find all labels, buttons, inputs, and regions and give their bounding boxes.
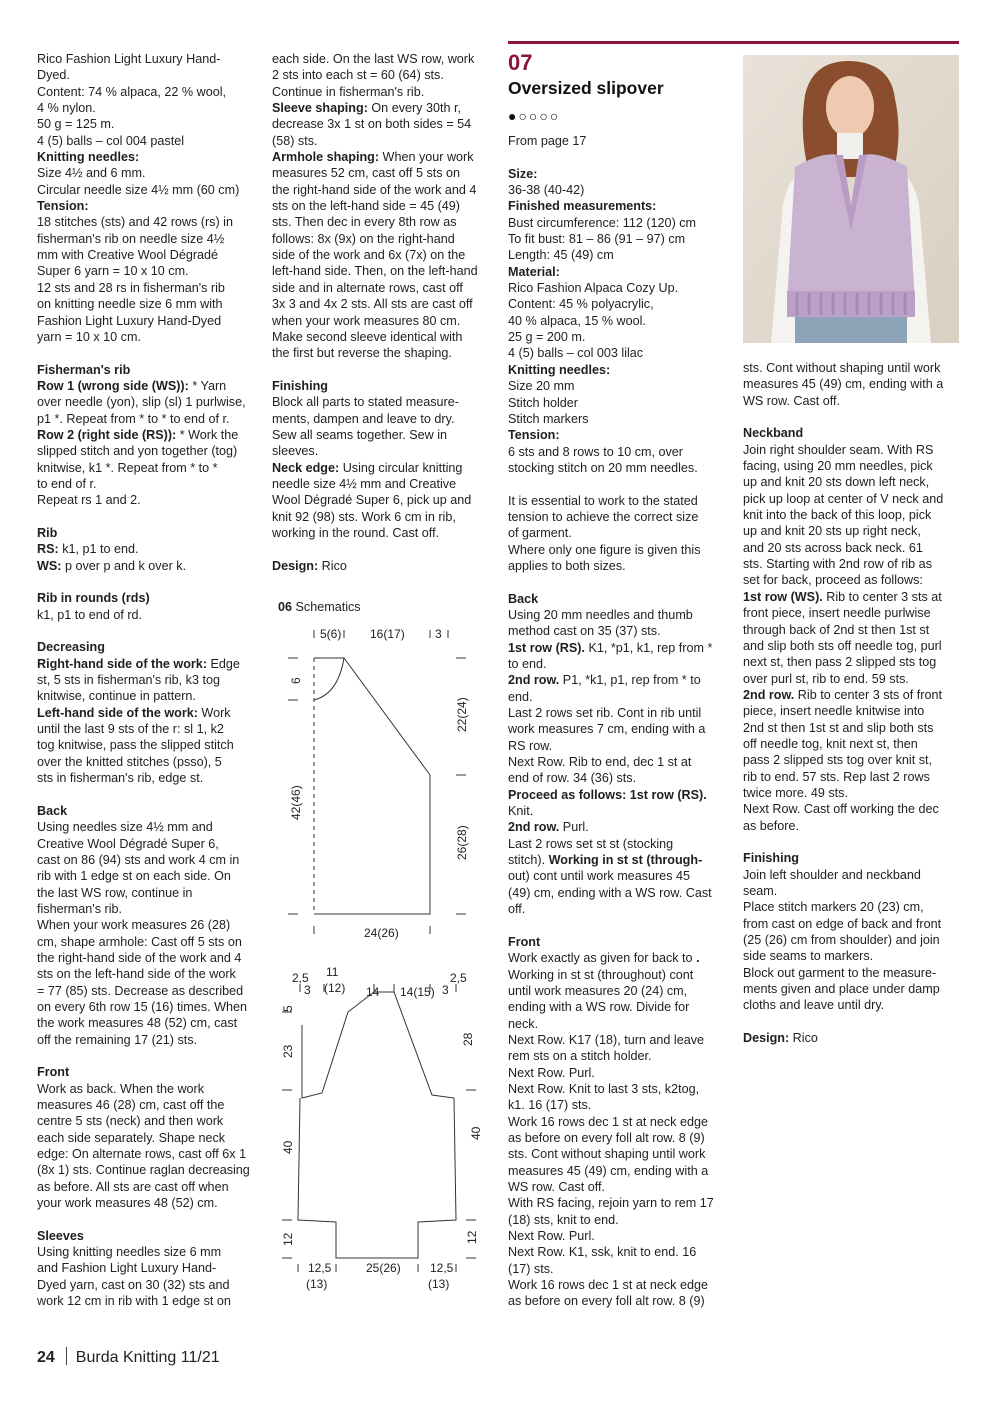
text-line: 1st row (RS). K1, *p1, k1, rep from * <box>508 640 713 655</box>
page-number: 24 <box>37 1349 55 1366</box>
text-line: (18) sts, knit to end. <box>508 1212 619 1227</box>
label-sleeve-top-7: 3 <box>442 983 449 997</box>
column-2 <box>272 51 490 574</box>
text-line: Super 6 yarn = 10 x 10 cm. <box>37 264 189 279</box>
text-line: When your work measures 26 (28) <box>37 918 231 933</box>
text-line: needle size 4½ mm and Creative <box>272 476 457 491</box>
text-line: over the knitted stitches (psso), 5 <box>37 754 222 769</box>
text-line: Dyed yarn, cast on 30 (32) sts and <box>37 1277 230 1292</box>
text-line: Where only one figure is given this <box>508 542 701 557</box>
text-line: Last 2 rows set rib. Cont in rib until <box>508 706 702 721</box>
pattern-number: 07 <box>508 50 533 75</box>
text-line: Using needles size 4½ mm and <box>37 820 213 835</box>
text-line: To fit bust: 81 – 86 (91 – 97) cm <box>508 232 686 247</box>
text-line: ending with a WS row. Divide for <box>508 1000 690 1015</box>
text-line: facing, using 20 mm needles, pick <box>743 459 933 474</box>
text-line: 2nd row. P1, *k1, p1, rep from * to <box>508 673 701 688</box>
label-bottom-left-b: (13) <box>306 1277 328 1291</box>
text-line: Rico Fashion Light Luxury Hand- <box>37 52 221 66</box>
text-line: Wool Dégradé Super 6, pick up and <box>272 493 472 508</box>
label-arm-left: 40 <box>281 1140 295 1154</box>
text-line: Join left shoulder and neckband <box>743 867 921 882</box>
text-line: twice more. 49 sts. <box>743 785 848 800</box>
text-line: Rib in rounds (rds) <box>37 591 150 606</box>
text-line: slipped stitch and yon together (tog) <box>37 444 238 459</box>
text-line: on every 6th row 15 (16) times. When <box>37 999 247 1014</box>
text-line: Dyed. <box>37 68 70 83</box>
text-line: applies to both sizes. <box>508 558 626 573</box>
column-3 <box>508 133 728 1310</box>
text-line: 6 sts and 8 rows to 10 cm, over <box>508 444 683 459</box>
label-shoulder-width: 16(17) <box>370 627 405 641</box>
text-line <box>37 574 259 590</box>
label-cap-height-right: 28 <box>461 1032 475 1046</box>
text-line: set for back, proceed as follows: <box>743 573 923 588</box>
label-cap-small: 5 <box>281 1005 295 1012</box>
text-line: mm with Creative Wool Dégradé <box>37 248 219 263</box>
text-line <box>37 786 259 802</box>
text-line: Knitting needles: <box>508 362 611 377</box>
label-bottom-right: 12,5 <box>430 1261 454 1275</box>
text-line: the work measures 48 (52) cm, cast <box>37 1016 238 1031</box>
label-sleeve-top-1: 2,5 <box>292 971 309 985</box>
text-line: Back <box>37 803 68 818</box>
text-line: stitch). Working in st st (through- <box>508 853 703 868</box>
schematics-diagram <box>270 620 500 1300</box>
neck-curve <box>314 658 344 700</box>
text-line: 4 (5) balls – col 003 lilac <box>508 346 644 361</box>
text-line: Work 16 rows dec 1 st at neck edge <box>508 1114 708 1129</box>
text-line: end of row. 34 (36) sts. <box>508 771 637 786</box>
text-line: and slip both sts off needle tog, purl <box>743 638 942 653</box>
text-line: Decreasing <box>37 640 105 655</box>
text-line: of garment. <box>508 526 572 541</box>
label-sleeve-top-3: (12) <box>324 981 346 995</box>
text-line <box>37 509 259 525</box>
text-line: Next Row. Purl. <box>508 1065 595 1080</box>
text-line: sts. Starting with 2nd row of rib as <box>743 557 932 572</box>
text-line <box>272 541 490 557</box>
model-photo <box>743 55 959 343</box>
text-line: up and knit 20 sts down left neck, <box>743 475 930 490</box>
text-line: rem sts on a stitch holder. <box>508 1049 652 1064</box>
text-line: neck. <box>508 1016 539 1031</box>
text-line: ments given and place under damp <box>743 982 940 997</box>
text-line: over purl st, rib to end. 59 sts. <box>743 671 909 686</box>
text-line: Stitch markers <box>508 411 589 426</box>
label-cap-height: 23 <box>281 1044 295 1058</box>
text-line: on knitting needle size 6 mm with <box>37 297 223 312</box>
text-line: Make second sleeve identical with <box>272 329 463 344</box>
text-line: Knit. <box>508 804 534 819</box>
label-raglan-height: 22(24) <box>455 697 469 732</box>
text-line: Place stitch markers 20 (23) cm, <box>743 900 924 915</box>
text-line: Finishing <box>743 851 799 866</box>
text-line: as before on every foll alt row. 8 (9) <box>508 1130 705 1145</box>
text-line: until work measures 20 (24) cm, <box>508 983 688 998</box>
text-line: Next Row. Cast off working the dec <box>743 802 939 817</box>
text-line: side of the work and 6x (7x) on the <box>272 248 466 263</box>
text-line: Content: 74 % alpaca, 22 % wool, <box>37 84 227 99</box>
text-line: 2 sts into each st = 60 (64) sts. <box>272 68 444 83</box>
text-line: as before on every foll alt row. 8 (9) <box>508 1294 705 1309</box>
label-cuff-right: 12 <box>465 1230 479 1244</box>
text-line: Row 1 (wrong side (WS)): * Yarn <box>37 378 227 393</box>
body-piece-outline <box>314 658 430 914</box>
text-line: (17) sts. <box>508 1261 554 1276</box>
text-line: Last 2 rows set st st (stocking <box>508 836 674 851</box>
text-line: 18 stitches (sts) and 42 rows (rs) in <box>37 215 233 230</box>
text-line: end. <box>508 689 533 704</box>
text-line: from cast on edge of back and front <box>743 916 942 931</box>
sleeve-piece-outline <box>298 992 456 1258</box>
text-line: Neckband <box>743 426 804 441</box>
text-line: sleeves. <box>272 444 319 459</box>
text-line: as before. <box>743 818 800 833</box>
text-line: Block out garment to the measure- <box>743 965 937 980</box>
text-line: p1 *. Repeat from * to * to end of r. <box>37 411 230 426</box>
text-line: 40 % alpaca, 15 % wool. <box>508 313 646 328</box>
text-line: off the remaining 17 (21) sts. <box>37 1032 198 1047</box>
text-line <box>508 476 728 492</box>
magazine-name: Burda Knitting <box>75 1349 177 1366</box>
label-bottom-left: 12,5 <box>308 1261 332 1275</box>
label-cuff-left: 12 <box>281 1232 295 1246</box>
text-line: seam. <box>743 884 778 898</box>
text-line: 1st row (WS). Rib to center 3 sts at <box>743 589 942 604</box>
text-line: knitwise, k1 *. Repeat from * to * <box>37 460 218 475</box>
text-line: Size 20 mm <box>508 379 575 394</box>
pattern-header-rule <box>508 41 959 44</box>
text-line: the first but reverse the shaping. <box>272 346 452 361</box>
text-line: next st, then pass 2 slipped sts tog <box>743 655 937 670</box>
text-line: Bust circumference: 112 (120) cm <box>508 215 697 230</box>
text-line: (49) cm, ending with a WS row. Cast <box>508 885 712 900</box>
text-line: WS row. Cast off. <box>508 1180 606 1194</box>
text-line: Next Row. K1, ssk, knit to end. 16 <box>508 1245 697 1260</box>
text-line: measures 52 cm, cast off 5 sts on <box>272 166 461 181</box>
label-edge-width: 3 <box>435 627 442 641</box>
text-line: Front <box>508 934 541 949</box>
text-line <box>508 149 728 165</box>
schematics-title: 06 Schematics <box>278 600 361 614</box>
text-line: Size 4½ and 6 mm. <box>37 166 146 181</box>
text-line: working in the round. Cast off. <box>272 525 440 540</box>
text-line: the last WS row, continue in <box>37 885 193 900</box>
text-line: stocking stitch on 20 mm needles. <box>508 460 698 475</box>
pattern-title: Oversized slipover <box>508 78 664 98</box>
text-line: left-hand side. Then, on the left-hand <box>272 264 478 279</box>
text-line: Proceed as follows: 1st row (RS). <box>508 787 707 802</box>
text-line: Finishing <box>272 378 328 393</box>
text-line: over needle (yon), slip (sl) 1 purlwise, <box>37 395 246 410</box>
text-line: k1. 16 (17) sts. <box>508 1098 592 1113</box>
text-line: Join right shoulder seam. With RS <box>743 442 934 457</box>
text-line: work 12 cm in rib with 1 edge st on <box>37 1294 231 1309</box>
text-line <box>37 1048 259 1064</box>
text-line: measures 45 (49) cm, ending with a <box>743 377 944 392</box>
text-line: sts on the left-hand side of the work <box>37 967 236 982</box>
text-line: Repeat rs 1 and 2. <box>37 493 141 508</box>
text-line: Design: Rico <box>743 1031 818 1046</box>
text-line <box>743 1014 965 1030</box>
text-line: centre 5 sts (neck) and then work <box>37 1114 224 1129</box>
text-line: to end of r. <box>37 476 97 491</box>
text-line: Design: Rico <box>272 558 347 573</box>
text-line: pass 2 slipped sts tog over knit st, <box>743 753 932 768</box>
text-line: fisherman's rib. <box>37 901 122 916</box>
text-line: Front <box>37 1065 70 1080</box>
text-line: to end. <box>508 657 547 671</box>
text-line: Content: 45 % polyacrylic, <box>508 297 654 312</box>
text-line: front piece, insert needle purlwise <box>743 606 931 621</box>
text-line: It is essential to work to the stated <box>508 493 698 508</box>
text-line: your work measures 48 (52) cm. <box>37 1196 218 1211</box>
text-line: side and in alternate rows, cast off <box>272 280 463 295</box>
issue-number: 11/21 <box>180 1349 220 1366</box>
text-line: Left-hand side of the work: Work <box>37 705 231 720</box>
text-line: when your work measures 80 cm. <box>272 313 461 328</box>
text-line: until the last 9 sts of the r: sl 1, k2 <box>37 722 224 737</box>
text-line <box>272 362 490 378</box>
text-line: Sleeve shaping: On every 30th r, <box>272 101 461 116</box>
text-line: Rico Fashion Alpaca Cozy Up. <box>508 281 679 296</box>
text-line: knit into the back of this loop, pick <box>743 508 932 523</box>
text-line: WS: p over p and k over k. <box>37 558 187 573</box>
text-line: RS row. <box>508 738 553 753</box>
text-line: 4 % nylon. <box>37 101 96 116</box>
text-line: k1, p1 to end of rd. <box>37 607 143 622</box>
label-sleeve-top-6: 14(15) <box>400 985 435 999</box>
text-line: Fashion Light Luxury Hand-Dyed <box>37 313 222 328</box>
text-line: as before. All sts are cast off when <box>37 1179 229 1194</box>
text-line <box>508 918 728 934</box>
text-line <box>37 623 259 639</box>
text-line: Working in st st (throughout) cont <box>508 967 694 982</box>
text-line: Size: <box>508 166 538 181</box>
text-line: measures 46 (28) cm, cast off the <box>37 1098 225 1112</box>
text-line: Fisherman's rib <box>37 362 131 377</box>
text-line: Tension: <box>37 199 89 214</box>
text-line: 2nd st then 1st st and slip both sts <box>743 720 934 735</box>
text-line: 50 g = 125 m. <box>37 117 115 132</box>
text-line: = 77 (85) sts. Decrease as described <box>37 983 244 998</box>
text-line: rib with 1 edge st on each side. On <box>37 869 231 884</box>
label-arm-right: 40 <box>469 1126 483 1140</box>
text-line: and Fashion Light Luxury Hand- <box>37 1261 217 1276</box>
text-line: Work exactly as given for back to . <box>508 951 700 966</box>
text-line: Finished measurements: <box>508 199 657 214</box>
text-line: st, 5 sts in fisherman's rib, k3 tog <box>37 673 220 688</box>
text-line: Neck edge: Using circular knitting <box>272 460 463 475</box>
text-line: pick up loop at center of V neck and <box>743 491 944 506</box>
text-line: 12 sts and 28 rs in fisherman's rib <box>37 280 225 295</box>
page-footer <box>37 1347 220 1367</box>
text-line: Armhole shaping: When your work <box>272 150 474 165</box>
text-line: 4 (5) balls – col 004 pastel <box>37 133 185 148</box>
text-line: Right-hand side of the work: Edge <box>37 656 240 671</box>
text-line: Length: 45 (49) cm <box>508 248 614 263</box>
text-line: ments, dampen and leave to dry. <box>272 411 455 426</box>
text-line: follows: 8x (9x) on the right-hand <box>272 231 455 246</box>
text-line: RS: k1, p1 to end. <box>37 542 139 557</box>
label-sleeve-top-8: 2,5 <box>450 971 467 985</box>
sleeve-outline <box>292 960 452 1080</box>
column-1 <box>37 51 259 1309</box>
text-line: Work as back. When the work <box>37 1081 205 1096</box>
text-line: cast on 86 (94) sts and work 4 cm in <box>37 852 240 867</box>
text-line: Using 20 mm needles and thumb <box>508 607 693 622</box>
text-line: Stitch holder <box>508 395 579 410</box>
text-line: decrease 3x 1 st on both sides = 54 <box>272 117 472 132</box>
text-line: Next Row. Knit to last 3 sts, k2tog, <box>508 1081 700 1096</box>
text-line <box>508 574 728 590</box>
text-line: From page 17 <box>508 134 587 148</box>
text-line: through back of 2nd st then 1st st <box>743 622 930 637</box>
text-line: (25 (26) cm from shoulder) and join <box>743 933 940 948</box>
label-sleeve-top-5: 14 <box>366 985 380 999</box>
text-line: Sew all seams together. Sew in <box>272 427 448 442</box>
text-line: With RS facing, rejoin yarn to rem 17 <box>508 1196 714 1211</box>
text-line: sts. Then dec in every 8th row as <box>272 215 457 230</box>
label-bottom-centre: 25(26) <box>366 1261 401 1275</box>
text-line: Next Row. Purl. <box>508 1229 595 1244</box>
text-line: knit 92 (98) sts. Work 6 cm in rib, <box>272 509 456 524</box>
text-line: the right-hand side of the work and 4 <box>37 950 242 965</box>
text-line: measures 45 (49) cm, ending with a <box>508 1163 709 1178</box>
label-side-length: 26(28) <box>455 825 469 860</box>
text-line: tog knitwise, pass the slipped stitch <box>37 738 234 753</box>
text-line: Using knitting needles size 6 mm <box>37 1245 222 1260</box>
text-line: sts. Cont without shaping until work <box>508 1147 706 1162</box>
text-line: Knitting needles: <box>37 150 140 165</box>
text-line: side seams to markers. <box>743 949 874 964</box>
text-line: up and knit 20 sts up right neck, <box>743 524 921 539</box>
text-line: the right-hand side of the work and 4 <box>272 182 477 197</box>
text-line: yarn = 10 x 10 cm. <box>37 329 141 344</box>
text-line: fisherman's rib on needle size 4½ <box>37 231 225 246</box>
label-sleeve-top-4: 3 <box>304 983 311 997</box>
text-line: sts. Cont without shaping until work <box>743 361 941 375</box>
label-half-width: 24(26) <box>364 926 399 940</box>
text-line: Row 2 (right side (RS)): * Work the <box>37 427 239 442</box>
text-line: Next Row. Rib to end, dec 1 st at <box>508 755 692 770</box>
text-line: each side separately. Shape neck <box>37 1130 226 1145</box>
text-line: tension to achieve the correct size <box>508 509 699 524</box>
text-line: Continue in fisherman's rib. <box>272 84 425 99</box>
text-line: sts on the left-hand side = 45 (49) <box>272 199 460 214</box>
text-line: out) cont until work measures 45 <box>508 869 690 884</box>
text-line: Next Row. K17 (18), turn and leave <box>508 1032 705 1047</box>
text-line: rib to end. 57 sts. Rep last 2 rows <box>743 769 930 784</box>
text-line: off. <box>508 902 526 917</box>
text-line: Material: <box>508 264 560 279</box>
text-line: 25 g = 200 m. <box>508 330 586 345</box>
text-line: piece, insert needle knitwise into <box>743 704 925 719</box>
text-line: cloths and leave until dry. <box>743 998 885 1013</box>
text-line: (8x 1) sts. Continue raglan decreasing <box>37 1163 250 1178</box>
text-line: method cast on 35 (37) sts. <box>508 624 661 639</box>
text-line <box>743 834 965 850</box>
column-4 <box>743 360 965 1046</box>
text-line: edge: On alternate rows, cast off 6x 1 <box>37 1147 247 1162</box>
text-line: Circular needle size 4½ mm (60 cm) <box>37 182 240 197</box>
text-line <box>37 1211 259 1227</box>
label-sleeve-top-2: 11 <box>326 965 339 979</box>
text-line: WS row. Cast off. <box>743 393 841 408</box>
text-line: Sleeves <box>37 1228 84 1243</box>
text-line: 3x 3 and 4x 2 sts. All sts are cast off <box>272 297 473 312</box>
text-line: sts in fisherman's rib, edge st. <box>37 771 204 786</box>
text-line <box>37 345 259 361</box>
label-neck-depth: 6 <box>289 677 303 684</box>
text-line: and 20 sts across back neck. 61 <box>743 540 923 555</box>
text-line <box>743 409 965 425</box>
label-bottom-right-b: (13) <box>428 1277 450 1291</box>
label-neck-width: 5(6) <box>320 627 342 641</box>
text-line: off needle tog, knit next st, then <box>743 736 918 751</box>
text-line: 2nd row. Rib to center 3 sts of front <box>743 687 943 702</box>
text-line: Rib <box>37 525 58 540</box>
text-line: Back <box>508 591 539 606</box>
text-line: work measures 7 cm, ending with a <box>508 722 706 737</box>
text-line: Tension: <box>508 428 560 443</box>
text-line: knitwise, continue in pattern. <box>37 689 196 704</box>
text-line: cm, shape armhole: Cast off 5 sts on <box>37 934 242 949</box>
text-line: Creative Wool Dégradé Super 6, <box>37 836 219 851</box>
text-line: each side. On the last WS row, work <box>272 52 475 66</box>
text-line: Block all parts to stated measure- <box>272 395 459 410</box>
text-line: 2nd row. Purl. <box>508 820 589 835</box>
label-body-length: 42(46) <box>289 785 303 820</box>
difficulty-rating: ●○○○○ <box>508 108 561 124</box>
text-line: Work 16 rows dec 1 st at neck edge <box>508 1278 708 1293</box>
text-line: 36-38 (40-42) <box>508 183 585 198</box>
text-line: (58) sts. <box>272 133 318 148</box>
